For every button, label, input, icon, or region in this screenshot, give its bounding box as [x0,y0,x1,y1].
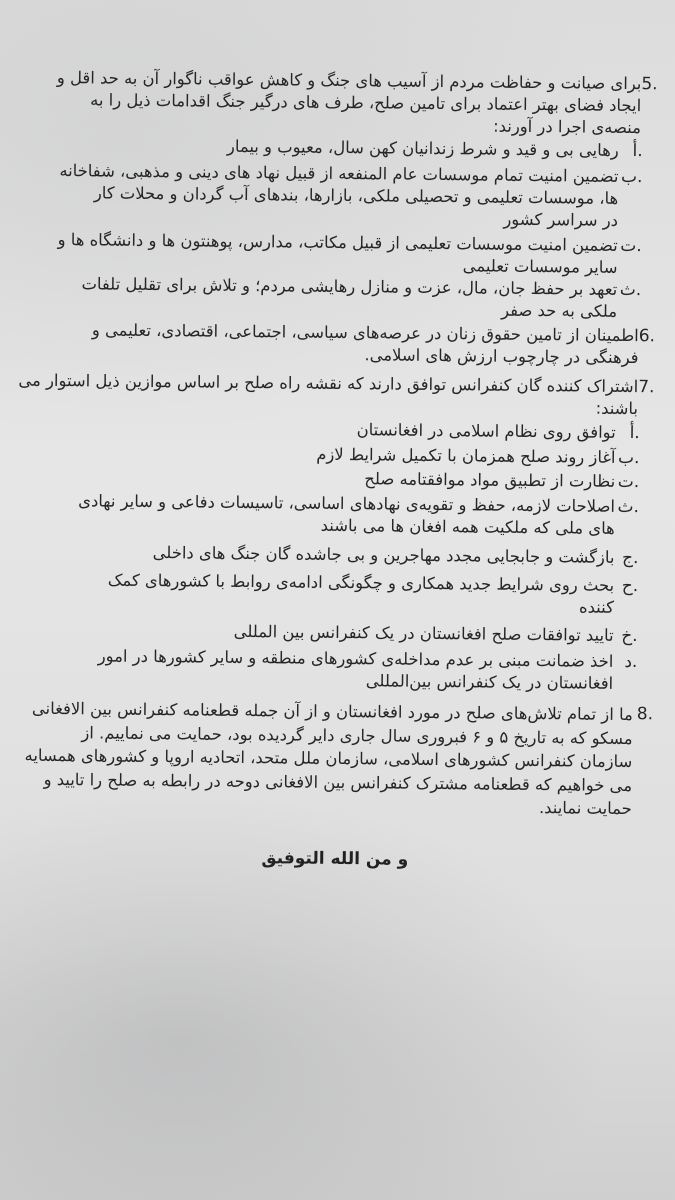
sub-item [14,569,639,619]
text-line: بحث روی شرایط جدید همکاری و چگونگی ادامه‌ی روابط با کشورهای کمک [107,570,615,595]
section-number: 5. [641,74,658,95]
sub-item-marker: ح. [621,575,639,597]
section-6-text [28,319,638,369]
text-line: در سراسر کشور [503,209,619,230]
sub-item-marker: ج. [621,547,639,569]
text-line: فرهنگی در چارچوب ارزش های اسلامی. [364,345,639,368]
sub-item [13,645,638,695]
closing-phrase: و من الله التوفیق [261,848,409,870]
section-number: 8. [636,704,654,725]
section-7-intro [18,370,638,420]
text-line: بازگشت و جابجایی مجدد مهاجرین و بی جاشده گان جنگ های داخلی [152,543,615,567]
text-line: تضمین امنیت تمام موسسات عام المنفعه از قبیل نهاد های دینی و مذهبی، شفاخانه [59,161,619,186]
text-line: ایجاد فضای بهتر اعتماد برای تامین صلح، طرف های درگیر جنگ اقدامات ذیل را به [90,90,642,116]
text-line: ما از تمام تلاش‌های صلح در مورد افغانستان و از آن جمله قطعنامه کنفرانس بین الافغانی [31,698,633,725]
sub-item-marker: أ. [629,423,640,444]
section-number: 6. [638,326,656,347]
sub-item-marker: ب. [617,447,640,469]
text-line: اخذ ضمانت مبنی بر عدم مداخله‌ی کشورهای منطقه و سایر کشورها در امور [97,646,614,671]
text-line: سازمان کنفرانس کشورهای اسلامی، سازمان ملل متحد، اتحادیه اروپا و کشورهای همسایه [24,745,633,772]
sub-item-marker: خ. [621,625,638,647]
text-line: مسکو که به تاریخ ۵ و ۶ فبروری سال جاری دایر گردیده بود، حمایت می نماییم. از [81,722,633,748]
text-line: اصلاحات لازمه، حفظ و تقویه‌ی نهادهای اساسی، تاسیسات دفاعی و سایر نهادی [78,491,616,516]
text-line: کننده [578,597,615,617]
sub-item [17,273,642,323]
text-line: باشند: [595,398,639,419]
text-line: سایر موسسات تعلیمی [462,256,618,277]
text-line: تایید توافقات صلح افغانستان در یک کنفرانس بین المللی [233,621,614,645]
text-line: اشتراک کننده گان کنفرانس توافق دارند که نقشه راه صلح بر اساس موازین ذیل استوار می [18,370,639,397]
sub-item [25,465,640,493]
sub-item-marker: ث. [619,279,642,301]
text-line: تضمین امنیت موسسات تعلیمی از قبیل مکاتب، مدارس، پوهنتون ها و دانشگاه ها و [57,230,618,255]
sub-item [18,160,643,232]
sub-item-marker: ت. [617,471,640,493]
text-line: ها، موسسات تعلیمی و تحصیلی ملکی، بازارها، بندهای آب گردان و محلات کار [93,183,619,208]
section-8-text [12,697,633,821]
sub-item-marker: ب. [620,166,643,188]
section-5 [6,0,675,321]
text-line: توافق روی نظام اسلامی در افغانستان [356,420,616,442]
sub-item-marker: د. [624,651,638,673]
sub-item [24,541,639,569]
text-line: ملکی به حد صفر [501,300,618,321]
text-line: نظارت از تطبیق مواد موافقتامه صلح [364,469,616,491]
sub-item-marker: أ. [632,141,643,162]
text-line: حمایت نمایند. [538,798,632,819]
sub-item [26,416,640,444]
sub-item [15,490,640,540]
text-line: افغانستان در یک کنفرانس بین‌المللی [365,671,614,693]
sub-item [24,619,638,647]
text-line: رهایی بی و قید و شرط زندانیان کهن سال، معیوب و بیمار [226,136,619,160]
text-line: های ملی که ملکیت همه افغان ها می باشند [320,515,615,538]
text-line: اطمینان از تامین حقوق زنان در عرصه‌های سیاسی، اجتماعی، اقتصادی، تعلیمی و [91,320,639,346]
sub-item-marker: ث. [617,496,640,518]
section-number: 7. [638,377,655,398]
section-5-intro [31,67,642,139]
text-line: تعهد بر حفظ جان، مال، عزت و منازل رهایشی مردم؛ و تلاش برای تقلیل تلفات [81,274,618,299]
text-line: برای صیانت و حفاظت مردم از آسیب های جنگ و کاهش عواقب ناگوار آن به حد اقل و [56,68,642,94]
sub-item-marker: ت. [620,235,642,257]
text-line: آغاز روند صلح همزمان با تکمیل شرایط لازم [316,444,616,467]
sub-item [17,229,642,279]
text-line: می خواهیم که قطعنامه مشترک کنفرانس بین الافغانی دوحه در رابطه به صلح را تایید و [43,769,633,795]
text-line: منصه‌ی اجرا در آورند: [493,116,642,138]
